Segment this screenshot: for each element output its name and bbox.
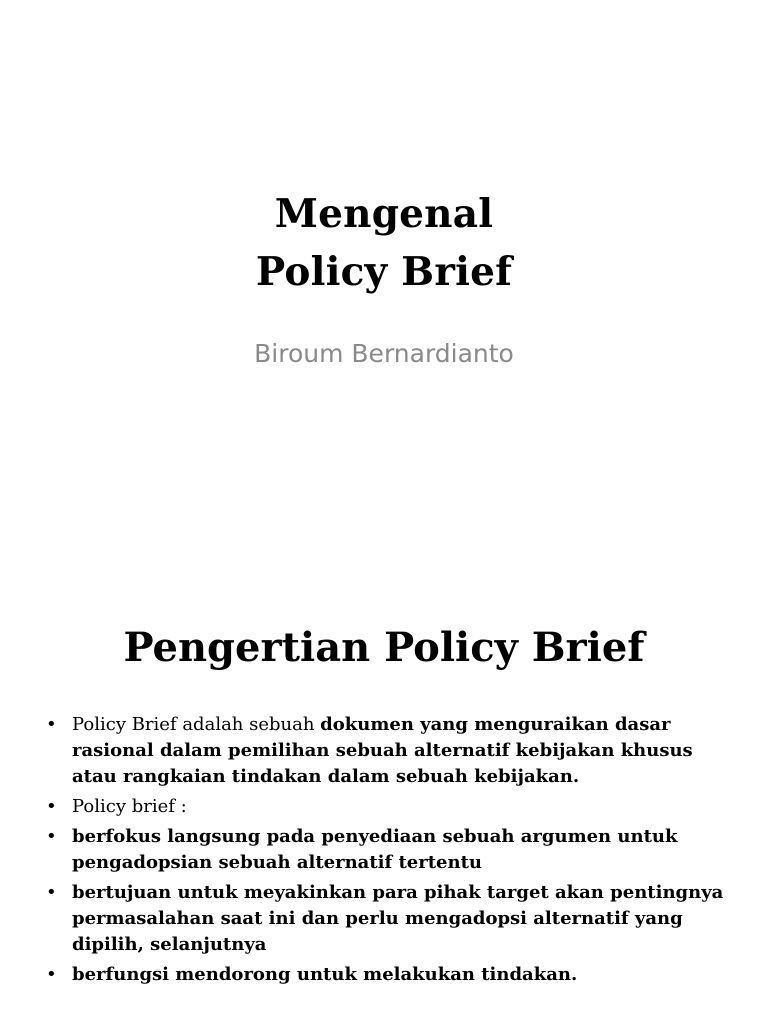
bullet-item: [40, 712, 740, 790]
title-line-2: Policy Brief: [255, 249, 513, 295]
bullet-dot-icon: •: [46, 714, 57, 735]
bullet-dot-icon: •: [46, 964, 57, 985]
bullet-list: [40, 712, 740, 992]
bullet-dot-icon: •: [46, 882, 57, 903]
bullet-item: [40, 962, 740, 988]
content-slide: [0, 576, 768, 1024]
bullet-item: [40, 880, 740, 958]
bullet-text-bold: berfokus langsung pada penyediaan sebuah argumen untuk pengadopsian sebuah alternatif tertentu: [72, 826, 678, 873]
bullet-dot-icon: •: [46, 826, 57, 847]
bullet-text-bold: berfungsi mendorong untuk melakukan tindakan.: [72, 964, 578, 985]
subtitle-author: Biroum Bernardianto: [254, 339, 514, 368]
bullet-item: [40, 794, 740, 820]
bullet-text-bold: dokumen yang menguraikan dasar rasional dalam pemilihan sebuah alternatif kebijakan khusus atau rangkaian tindakan dalam sebuah kebijakan.: [72, 714, 693, 787]
title-line-1: Mengenal: [274, 191, 494, 237]
bullet-text-bold: bertujuan untuk meyakinkan para pihak target akan pentingnya permasalahan saat ini dan perlu mengadopsi alternatif yang dipilih, selanjutnya: [72, 882, 724, 955]
slide-heading: Pengertian Policy Brief: [123, 624, 645, 671]
bullet-dot-icon: •: [46, 796, 57, 817]
bullet-text-normal: Policy Brief adalah sebuah: [72, 714, 321, 735]
bullet-text-normal: Policy brief :: [72, 796, 187, 817]
bullet-item: [40, 824, 740, 876]
